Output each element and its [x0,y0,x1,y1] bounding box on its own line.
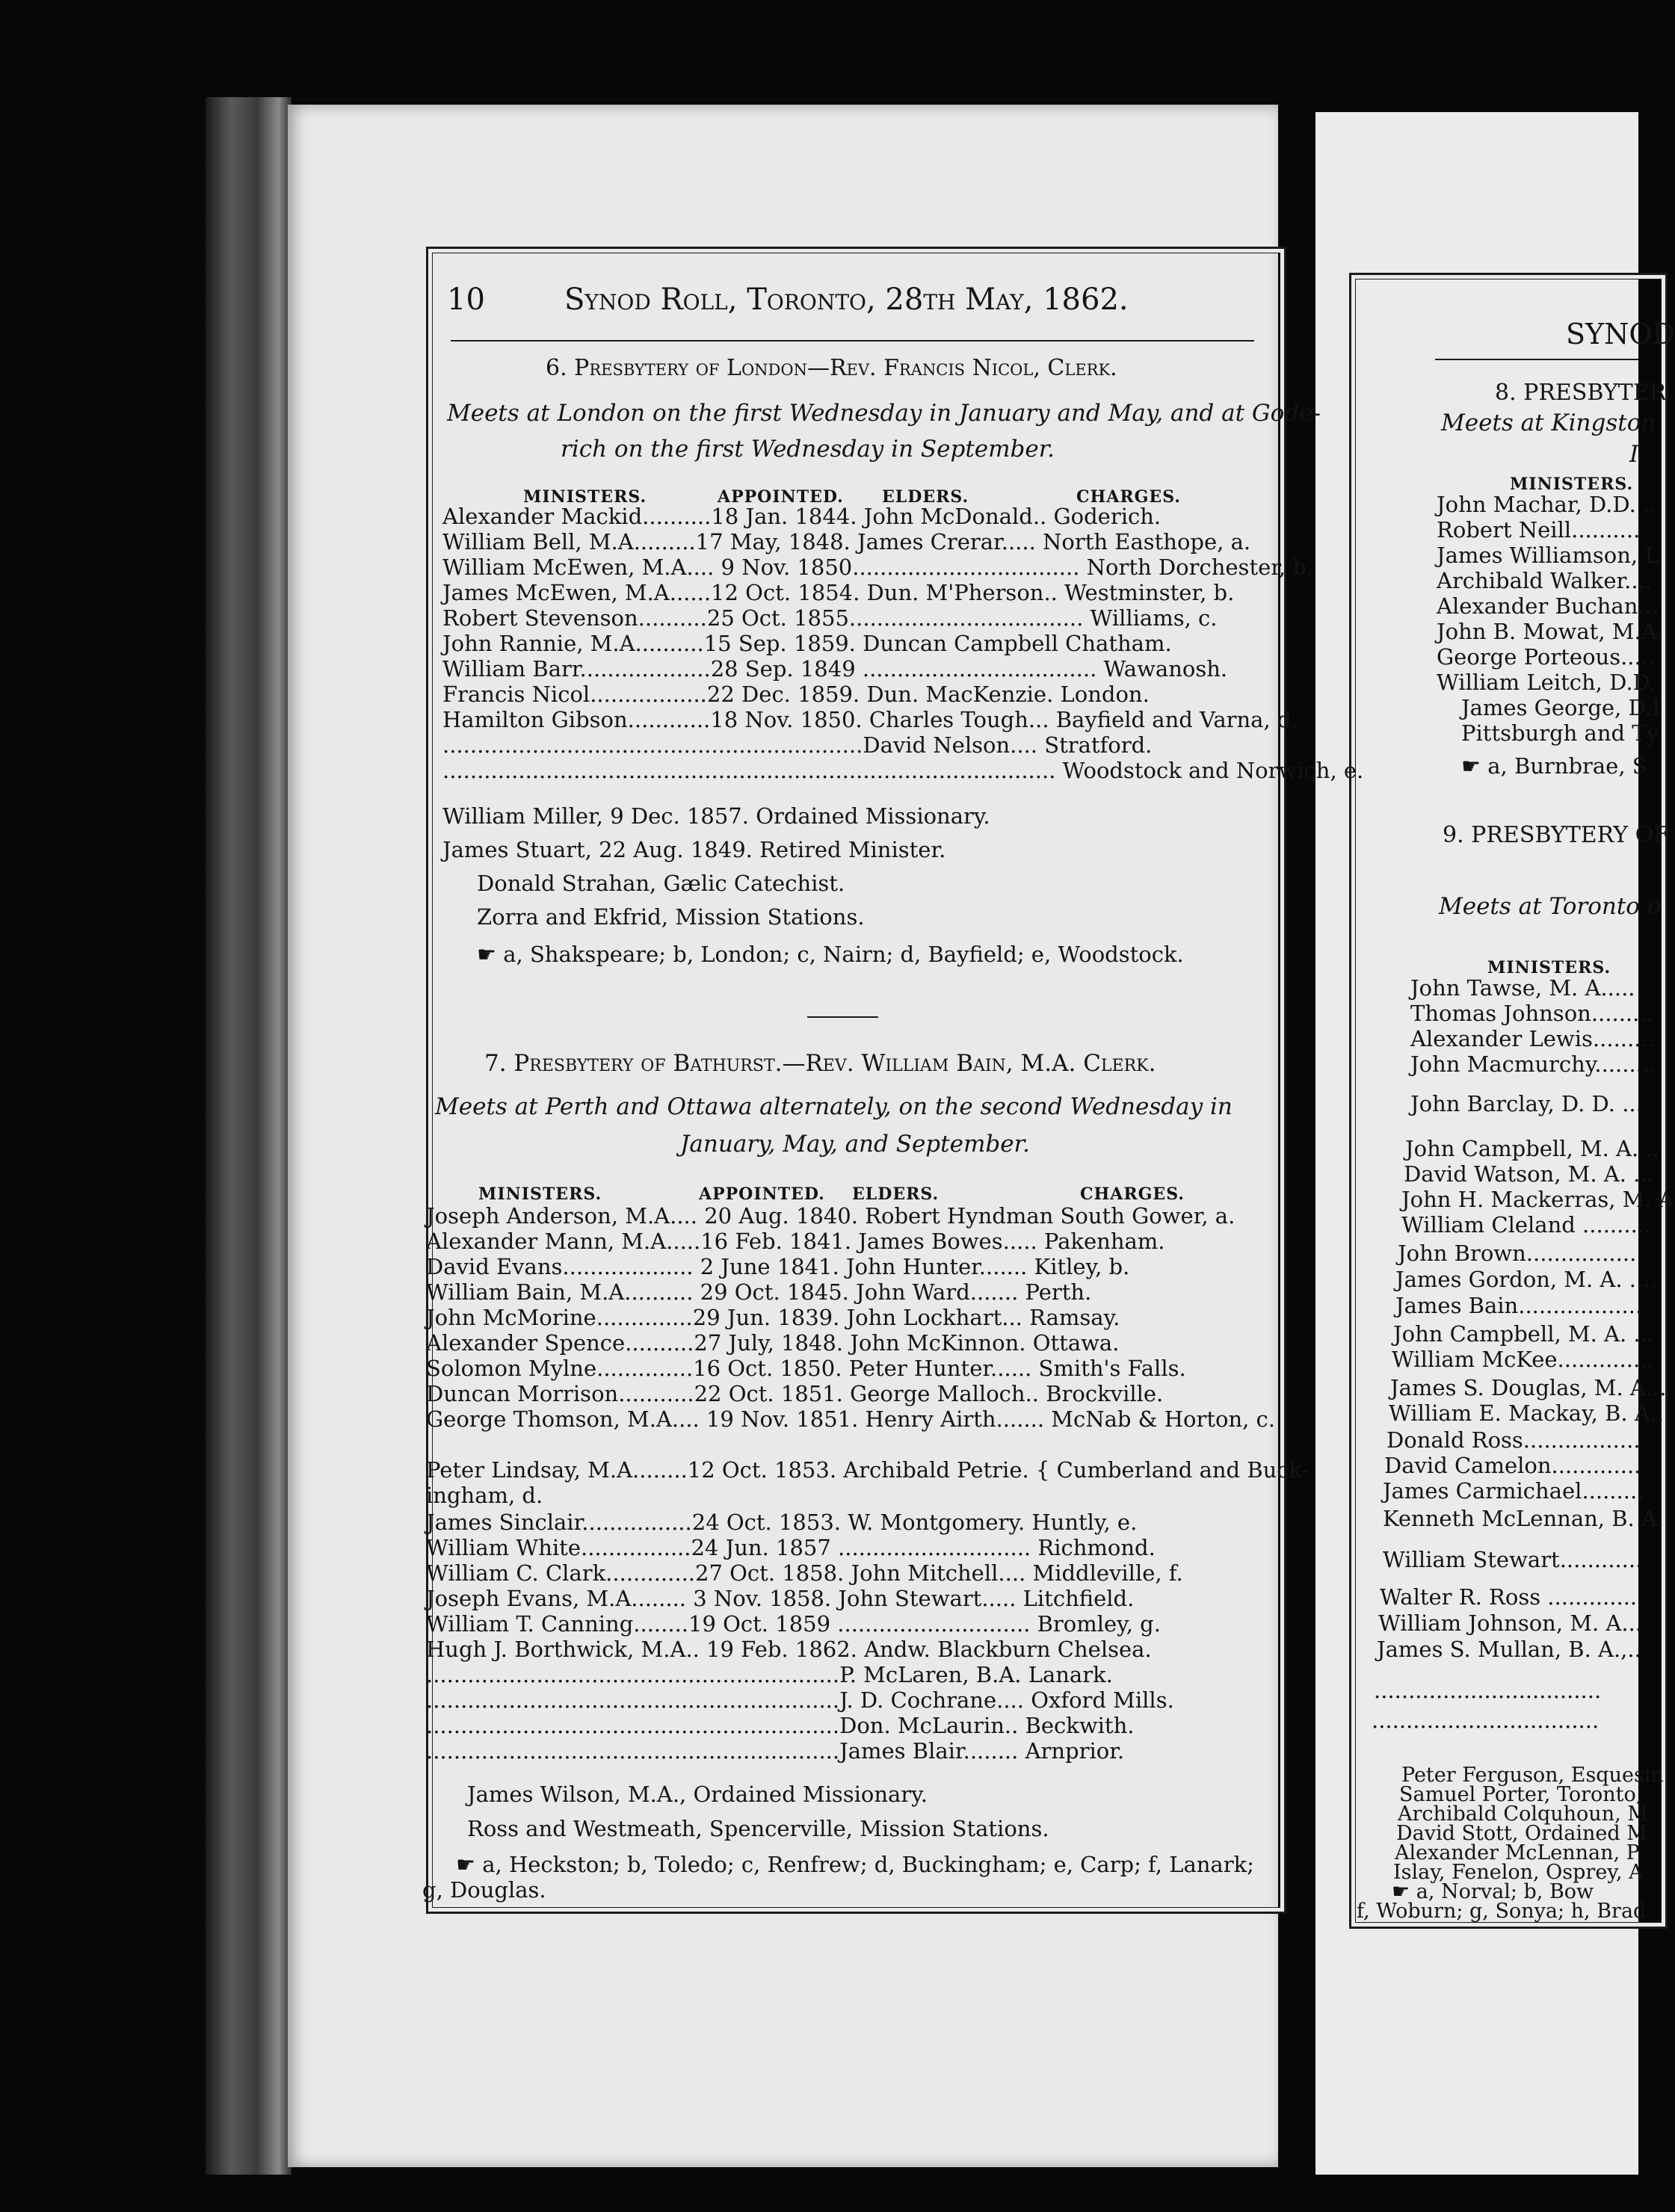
toronto-row: William McKee.............. [1392,1347,1654,1372]
london-extra-stations: Zorra and Ekfrid, Mission Stations. [477,904,865,930]
toronto-row: James Gordon, M. A. .... [1395,1267,1657,1292]
bathurst-row: John McMorine..............29 Jun. 1839. John Lockhart... Ramsay. [426,1305,1120,1330]
toronto-row: James S. Douglas, M. A... [1390,1375,1667,1400]
toronto-row: David Camelon............. [1384,1453,1641,1478]
kingston-header-ministers: MINISTERS. [1510,475,1634,494]
header-rule [451,340,1254,342]
toronto-row: Kenneth McLennan, B. A. [1383,1506,1665,1531]
toronto-extra: Samuel Porter, Toronto, [1399,1783,1643,1806]
toronto-row: ................................. [1372,1708,1600,1733]
toronto-meets: Meets at Toronto o [1439,893,1662,920]
london-extra-catechist: Donald Strahan, Gælic Catechist. [477,871,845,896]
kingston-row: Alexander Buchan... [1437,593,1659,619]
kingston-row: John B. Mowat, M.A. [1437,619,1664,644]
bathurst-row: ............................................................James Blair........ Arnprior. [426,1738,1125,1764]
toronto-row: John Barclay, D. D. ... [1410,1091,1643,1116]
toronto-extra: ☛ a, Norval; b, Bow [1392,1880,1594,1903]
bathurst-row: Joseph Anderson, M.A.... 20 Aug. 1840. Robert Hyndman South Gower, a. [426,1203,1236,1229]
bathurst-footnote-2: g, Douglas. [422,1877,546,1903]
london-row: .............................................................David Nelson.... Stratford. [442,732,1153,758]
london-extra-missionary: William Miller, 9 Dec. 1857. Ordained Missionary. [442,803,990,829]
book-spine [206,97,291,2175]
bathurst-footnote-1: ☛ a, Heckston; b, Toledo; c, Renfrew; d, Buckingham; e, Carp; f, Lanark; [456,1852,1254,1877]
toronto-extra: David Stott, Ordained M [1396,1822,1647,1845]
london-row: Alexander Mackid..........18 Jan. 1844. John McDonald.. Goderich. [442,504,1162,529]
kingston-row: John Machar, D.D. .. [1437,492,1657,517]
london-meets-1: Meets at London on the first Wednesday in January and May, and at Gode- [447,400,1321,427]
toronto-row: John Tawse, M. A..... [1410,975,1635,1001]
toronto-row: ................................. [1374,1678,1602,1703]
toronto-row: Donald Ross................. [1386,1427,1641,1453]
toronto-row: William E. Mackay, B. A.. [1389,1400,1665,1426]
toronto-row: James Bain.................. [1395,1293,1643,1318]
london-row: Francis Nicol.................22 Dec. 1859. Dun. MacKenzie. London. [442,682,1150,707]
bathurst-row: William Bain, M.A.......... 29 Oct. 1845. John Ward....... Perth. [426,1279,1092,1305]
bathurst-row: Peter Lindsay, M.A........12 Oct. 1853. Archibald Petrie. { Cumberland and Buck- [426,1457,1310,1483]
kingston-row: George Porteous..... [1437,644,1656,670]
toronto-row: John Brown................ [1398,1241,1637,1266]
bathurst-row: William White................24 Jun. 1857 ............................ Richmond. [426,1535,1156,1560]
bathurst-row: Alexander Mann, M.A.....16 Feb. 1841. James Bowes..... Pakenham. [426,1229,1165,1254]
london-header-appointed: APPOINTED. [718,487,844,507]
bathurst-header-charges: CHARGES. [1080,1184,1185,1204]
toronto-extra: Archibald Colquhoun, M [1398,1802,1648,1826]
toronto-row: William Cleland .......... [1401,1212,1652,1238]
bathurst-heading: 7. Presbytery of Bathurst.—Rev. William Bain, M.A. Clerk. [484,1050,1156,1077]
kingston-heading: 8. PRESBYTER [1495,380,1667,406]
bathurst-row: Solomon Mylne..............16 Oct. 1850. Peter Hunter...... Smith's Falls. [426,1356,1186,1381]
right-running-title: SYNOD [1566,318,1675,350]
bathurst-extra-missionary: James Wilson, M.A., Ordained Missionary. [467,1782,928,1807]
page-number: 10 [447,282,485,317]
bathurst-row: ............................................................Don. McLaurin.. Beckwith. [426,1713,1135,1738]
london-heading: 6. Presbytery of London—Rev. Francis Nicol, Clerk. [546,355,1117,381]
london-row: William Barr...................28 Sep. 1849 .................................. Wawanosh. [442,656,1228,682]
toronto-row: Alexander Lewis......... [1410,1026,1655,1051]
toronto-row: James Carmichael......... [1383,1478,1644,1504]
london-extra-retired: James Stuart, 22 Aug. 1849. Retired Minister. [442,837,946,862]
kingston-row: Pittsburgh and Ty [1461,720,1659,746]
toronto-row: John Macmurchy......... [1410,1051,1657,1077]
london-row: ......................................................................................... Woodstock and Norwich, e. [442,758,1364,783]
london-header-charges: CHARGES. [1076,487,1181,507]
bathurst-meets-2: January, May, and September. [680,1131,1030,1158]
section-divider [807,1016,878,1018]
toronto-row: John Campbell, M. A. .. [1405,1136,1659,1161]
toronto-row: Walter R. Ross ............. [1380,1584,1638,1610]
bathurst-row: David Evans................... 2 June 1841. John Hunter....... Kitley, b. [426,1254,1130,1279]
bathurst-header-elders: ELDERS. [852,1184,940,1204]
bathurst-row: Joseph Evans, M.A........ 3 Nov. 1858. John Stewart..... Litchfield. [426,1586,1135,1611]
kingston-row: James George, D.I [1461,695,1661,720]
bathurst-header-ministers: MINISTERS. [478,1184,602,1204]
toronto-extra: f, Woburn; g, Sonya; h, Brad [1357,1900,1647,1923]
kingston-row: Robert Neill.......... [1437,517,1641,543]
kingston-row: William Leitch, D.D. [1437,670,1656,695]
bathurst-row: Alexander Spence..........27 July, 1848. John McKinnon. Ottawa. [426,1330,1120,1356]
bathurst-row: William T. Canning........19 Oct. 1859 ............................ Bromley, g. [426,1611,1161,1637]
london-row: John Rannie, M.A..........15 Sep. 1859. Duncan Campbell Chatham. [442,631,1172,656]
bathurst-row: James Sinclair................24 Oct. 1853. W. Montgomery. Huntly, e. [426,1510,1138,1535]
kingston-row: Archibald Walker.... [1437,568,1653,593]
right-header-rule [1435,359,1638,360]
bathurst-row: Hugh J. Borthwick, M.A.. 19 Feb. 1862. Andw. Blackburn Chelsea. [426,1637,1152,1662]
london-row: William Bell, M.A.........17 May, 1848. James Crerar..... North Easthope, a. [442,529,1251,554]
bathurst-extra-stations: Ross and Westmeath, Spencerville, Mission Stations. [467,1816,1049,1841]
bathurst-row: ............................................................P. McLaren, B.A. Lanark. [426,1662,1113,1687]
bathurst-meets-1: Meets at Perth and Ottawa alternately, on the second Wednesday in [435,1093,1233,1120]
london-row: James McEwen, M.A......12 Oct. 1854. Dun. M'Pherson.. Westminster, b. [442,580,1235,605]
kingston-row: James Williamson, L [1437,543,1659,568]
bathurst-row: George Thomson, M.A.... 19 Nov. 1851. Henry Airth....... McNab & Horton, c. [426,1406,1276,1432]
toronto-row: William Johnson, M. A... [1378,1610,1643,1636]
toronto-row: John H. Mackerras, M. A [1401,1187,1674,1212]
toronto-row: John Campbell, M. A. ... [1393,1321,1655,1347]
london-meets-2: rich on the first Wednesday in September. [561,436,1055,463]
kingston-meets-2: I [1629,441,1639,468]
toronto-row: William Stewart............ [1383,1547,1643,1572]
bathurst-row: William C. Clark.............27 Oct. 1858. John Mitchell.... Middleville, f. [426,1560,1183,1586]
london-header-elders: ELDERS. [882,487,969,507]
toronto-extra: Islay, Fenelon, Osprey, A [1393,1861,1644,1884]
london-row: Hamilton Gibson............18 Nov. 1850. Charles Tough... Bayfield and Varna, d. [442,707,1298,732]
london-footnote: ☛ a, Shakspeare; b, London; c, Nairn; d, Bayfield; e, Woodstock. [477,942,1184,967]
toronto-row: Thomas Johnson......... [1410,1001,1653,1026]
bathurst-row: ingham, d. [426,1483,543,1508]
toronto-extra: Alexander McLennan, P [1395,1841,1640,1865]
bathurst-row: Duncan Morrison...........22 Oct. 1851. George Malloch.. Brockville. [426,1381,1164,1406]
london-row: William McEwen, M.A.... 9 Nov. 1850................................. North Dorchester, b. [442,554,1314,580]
toronto-row: David Watson, M. A. ... [1404,1161,1654,1187]
london-header-ministers: MINISTERS. [523,487,647,507]
kingston-footnote: ☛ a, Burnbrae, S [1461,753,1647,779]
bathurst-header-appointed: APPOINTED. [699,1184,825,1204]
london-row: Robert Stevenson..........25 Oct. 1855.................................. Williams, c. [442,605,1218,631]
toronto-heading: 9. PRESBYTERY OF [1443,822,1670,848]
toronto-row: James S. Mullan, B. A.,.. [1377,1637,1641,1662]
kingston-meets-1: Meets at Kingston [1441,410,1656,436]
toronto-extra: Peter Ferguson, Esquesin [1401,1764,1664,1787]
bathurst-row: ............................................................J. D. Cochrane.... Oxford Mills. [426,1687,1174,1713]
running-title: Synod Roll, Toronto, 28th May, 1862. [564,282,1129,317]
toronto-header-ministers: MINISTERS. [1487,958,1611,977]
